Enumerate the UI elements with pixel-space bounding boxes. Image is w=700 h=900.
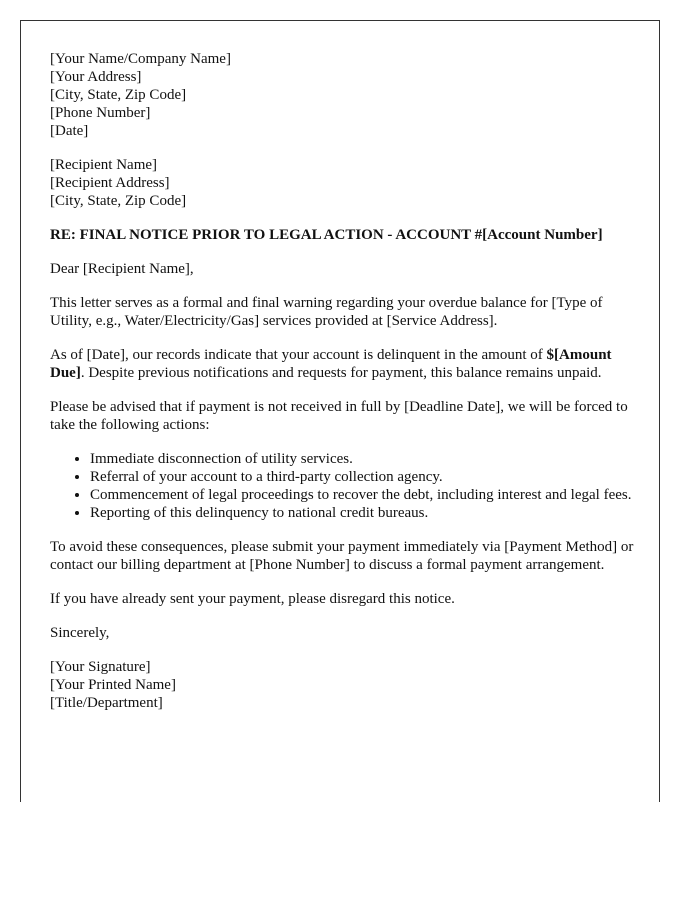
signature: [Your Signature] xyxy=(50,659,151,675)
letter-content xyxy=(50,50,640,712)
recipient-name: [Recipient Name] xyxy=(50,157,158,173)
letter-date: [Date] xyxy=(50,123,89,139)
sender-phone: [Phone Number] xyxy=(50,105,151,121)
sender-name: [Your Name/Company Name] xyxy=(50,51,231,67)
actions-list xyxy=(50,450,640,522)
title-department: [Title/Department] xyxy=(50,695,163,711)
paragraph-delinquent-amount xyxy=(50,346,640,382)
paragraph-disregard: If you have already sent your payment, please disregard this notice. xyxy=(50,591,455,607)
sender-block xyxy=(50,50,640,140)
letter-page xyxy=(20,20,660,802)
amount-text-after: . Despite previous notifications and requests for payment, this balance remains unpaid. xyxy=(80,365,602,381)
salutation: Dear [Recipient Name], xyxy=(50,261,194,277)
list-item: • Commencement of legal proceedings to recover the debt, including interest and legal fees. xyxy=(90,486,640,504)
list-item: • Immediate disconnection of utility services. xyxy=(90,450,640,468)
amount-due: $[Amount Due] xyxy=(50,347,612,381)
recipient-block xyxy=(50,156,640,210)
paragraph-overdue-warning: This letter serves as a formal and final warning regarding your overdue balance for [Type of Utility, e.g., Water/Electricity/Gas] services provided at [Service Address]. xyxy=(50,295,603,329)
recipient-address: [Recipient Address] xyxy=(50,175,170,191)
closing: Sincerely, xyxy=(50,625,110,641)
amount-text-before: As of [Date], our records indicate that your account is delinquent in the amount of xyxy=(50,347,547,363)
subject-line: RE: FINAL NOTICE PRIOR TO LEGAL ACTION - ACCOUNT #[Account Number] xyxy=(50,227,603,243)
list-item: • Reporting of this delinquency to national credit bureaus. xyxy=(90,504,640,522)
printed-name: [Your Printed Name] xyxy=(50,677,176,693)
paragraph-deadline: Please be advised that if payment is not received in full by [Deadline Date], we will be forced to take the following actions: xyxy=(50,399,628,433)
paragraph-payment-instructions: To avoid these consequences, please submit your payment immediately via [Payment Method] or contact our billing department at [Phone Number] to discuss a formal payment arrangement. xyxy=(50,539,634,573)
sender-city: [City, State, Zip Code] xyxy=(50,87,187,103)
list-item: • Referral of your account to a third-party collection agency. xyxy=(90,468,640,486)
recipient-city: [City, State, Zip Code] xyxy=(50,193,187,209)
signature-block xyxy=(50,658,640,712)
sender-address: [Your Address] xyxy=(50,69,142,85)
